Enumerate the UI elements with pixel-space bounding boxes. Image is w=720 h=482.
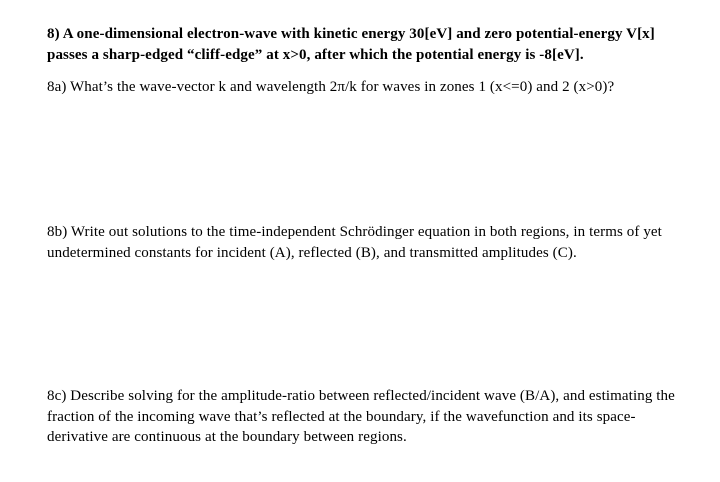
question-8c: 8c) Describe solving for the amplitude-ratio between reflected/incident wave (B/A), and estimating the fraction of the incoming wave that’s reflected at the boundary, if the wavefunction and its space-derivative are continuous at the boundary between regions.: [47, 388, 675, 446]
problem-8-header: 8) A one-dimensional electron-wave with kinetic energy 30[eV] and zero potential-energy V[x] passes a sharp-edged “cliff-edge” at x>0, after which the potential energy is -8[eV].: [47, 26, 655, 63]
document-page: [47, 0, 679, 482]
question-8b: 8b) Write out solutions to the time-independent Schrödinger equation in both regions, in terms of yet undetermined constants for incident (A), reflected (B), and transmitted amplitudes (C).: [47, 224, 662, 261]
question-8a: 8a) What’s the wave-vector k and wavelength 2π/k for waves in zones 1 (x<=0) and 2 (x>0)?: [47, 79, 615, 95]
